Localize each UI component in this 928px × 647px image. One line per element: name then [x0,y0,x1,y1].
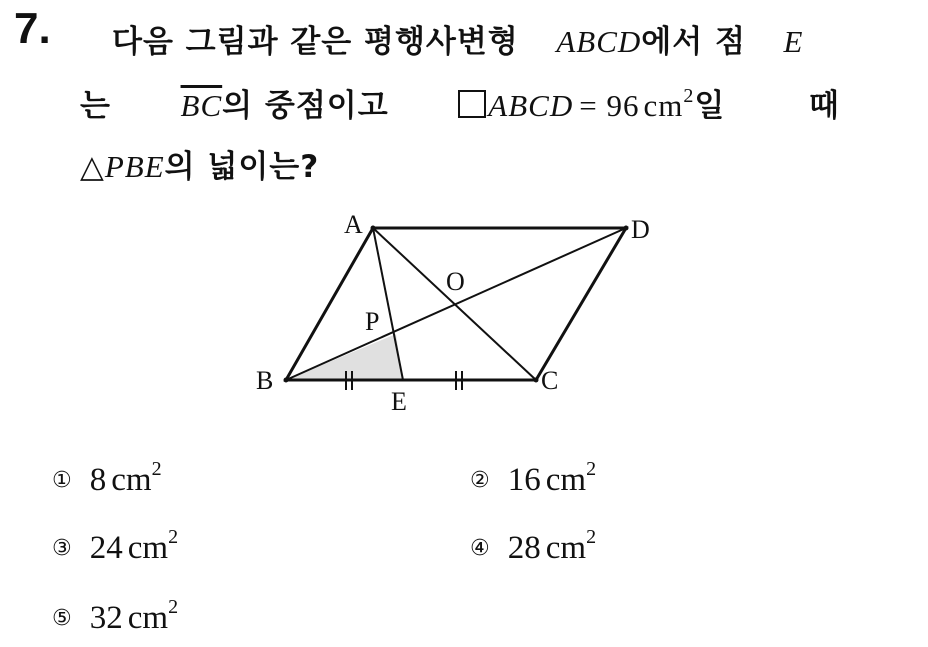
triangle-symbol: △ [80,149,105,184]
option-3[interactable] [52,526,178,567]
triangle-name: PBE [104,149,165,184]
option-4-exp: 2 [586,526,597,548]
vertex-a-dot [371,226,376,231]
option-5-unit: cm [127,600,169,636]
question-text: 다음 그림과 같은 평행사변형 [112,24,519,60]
option-2-unit: cm [545,462,587,498]
label-c: C [541,366,559,395]
option-4-marker: ④ [470,536,490,561]
question-text-suffix: 에서 점 [641,24,746,60]
area-exponent: 2 [683,85,695,107]
option-1-exp: 2 [151,458,162,480]
option-3-unit: cm [127,530,169,566]
label-p: P [365,307,380,336]
option-4-unit: cm [545,530,587,566]
option-4-value: 28 [507,530,541,566]
option-4[interactable] [470,526,596,567]
area-value: = 96 [579,88,640,123]
option-1-marker: ① [52,468,72,493]
point-e-label: E [783,24,804,59]
option-2-value: 16 [507,462,541,498]
question-text-end: 의 넓이는? [164,149,320,185]
vertex-b-dot [284,378,289,383]
option-5[interactable] [52,596,178,637]
label-b: B [256,366,274,395]
option-2-exp: 2 [586,458,597,480]
option-3-marker: ③ [52,536,72,561]
vertex-c-dot [534,378,539,383]
question-text-end: 때 [808,88,840,124]
option-2-marker: ② [470,468,490,493]
option-3-exp: 2 [168,526,179,548]
option-5-marker: ⑤ [52,606,72,631]
question-text-prefix: 는 [80,88,111,124]
option-1[interactable] [52,458,162,499]
question-number: 7. [14,4,51,53]
option-3-value: 24 [89,530,123,566]
question-text-mid: 의 중점이고 [222,88,389,124]
area-unit: cm [643,88,684,123]
option-1-value: 8 [89,462,107,498]
area-parallelogram-name: ABCD [488,88,574,123]
option-5-exp: 2 [168,596,179,618]
option-5-value: 32 [89,600,123,636]
diagonal-bd [286,228,626,380]
label-e: E [391,387,407,416]
vertex-d-dot [624,226,629,231]
question-text-il: 일 [694,88,726,124]
segment-bc: $\overline{BC}$ [180,88,223,123]
label-o: O [446,267,465,296]
label-d: D [631,215,650,244]
option-2[interactable] [470,458,596,499]
label-a: A [344,210,363,239]
option-1-unit: cm [111,462,152,498]
parallelogram-name: ABCD [556,24,642,59]
